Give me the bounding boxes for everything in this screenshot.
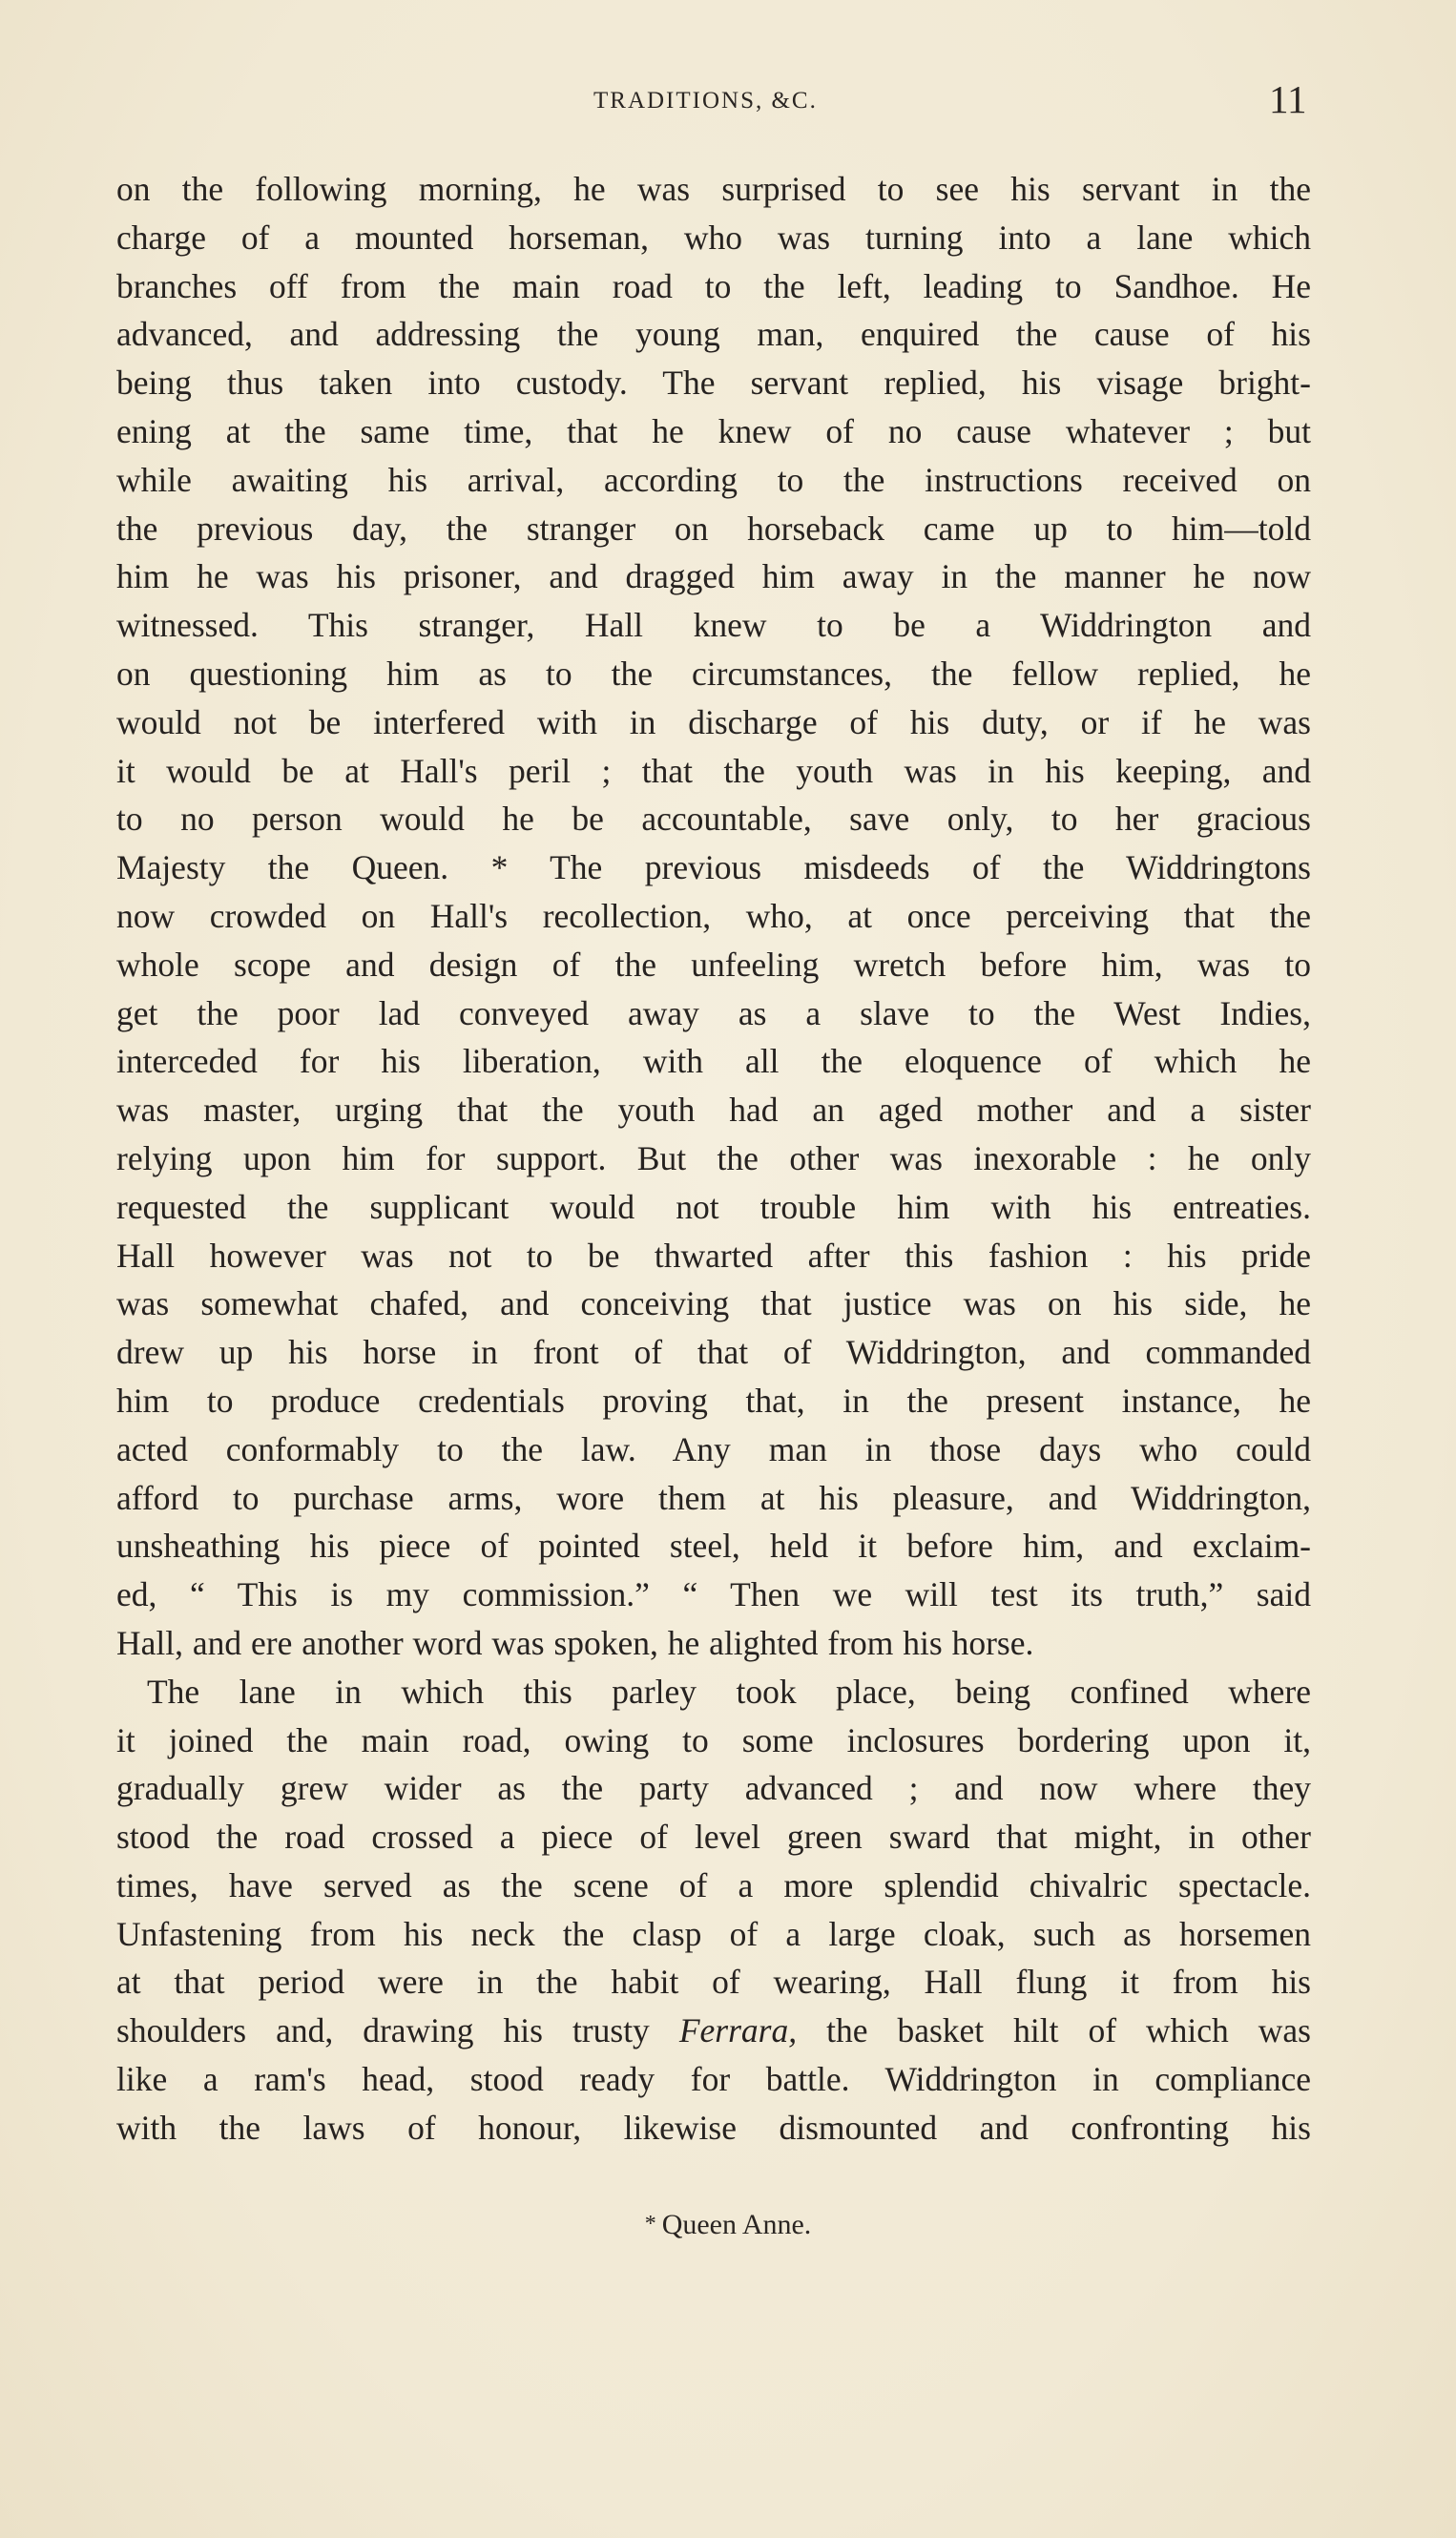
text-line: stood the road crossed a piece of level green sward that might, in other [116,1818,1311,1857]
text-line: Hall however was not to be thwarted after this fashion : his pride [116,1236,1311,1275]
text-line: branches off from the main road to the left, leading to Sandhoe. He [116,266,1311,305]
italic-word: Ferrara, [678,2011,798,2050]
text-line: it joined the main road, owing to some inclosures bordering upon it, [116,1720,1311,1759]
text-line: at that period were in the habit of wearing, Hall flung it from his [116,1963,1311,2002]
text-line: Hall, and ere another word was spoken, he alighted from his horse. [116,1623,1034,1662]
text-line: whole scope and design of the unfeeling wretch before him, was to [116,945,1311,984]
text-line: like a ram's head, stood ready for battle. Widdrington in compliance [116,2060,1311,2099]
text-line: gradually grew wider as the party advanced ; and now where they [116,1769,1311,1808]
text-line: advanced, and addressing the young man, enquired the cause of his [116,315,1311,354]
text-line: with the laws of honour, likewise dismounted and confronting his [116,2108,1311,2147]
text-line: Unfastening from his neck the clasp of a large cloak, such as horsemen [116,1914,1311,1953]
running-head [0,74,1456,132]
text-line: ening at the same time, that he knew of no cause whatever ; but [116,411,1311,450]
text-line: get the poor lad conveyed away as a slave to the West Indies, [116,993,1311,1032]
text-line: was somewhat chafed, and conceiving that justice was on his side, he [116,1284,1311,1323]
line-segment: the basket hilt of which was [826,2011,1312,2050]
text-line: on the following morning, he was surprised to see his servant in the [116,170,1311,208]
text-line: drew up his horse in front of that of Widdrington, and commanded [116,1333,1311,1372]
text-line: afford to purchase arms, wore them at his pleasure, and Widdrington, [116,1478,1311,1517]
text-line: acted conformably to the law. Any man in those days who could [116,1429,1311,1468]
paragraph-start-line: The lane in which this parley took place, being confined where [147,1672,1311,1711]
line-segment: shoulders and, drawing his trusty [116,2011,650,2050]
body-text [116,165,1311,2153]
footnote-text: Queen Anne. [661,2209,812,2240]
text-line: interceded for his liberation, with all the eloquence of which he [116,1042,1311,1081]
text-line: would not be interfered with in discharge of his duty, or if he was [116,702,1311,741]
text-line: times, have served as the scene of a more splendid chivalric spectacle. [116,1865,1311,1904]
running-title: TRADITIONS, &C. [593,88,818,114]
text-line: relying upon him for support. But the other was inexorable : he only [116,1138,1311,1177]
text-line: ed, “ This is my commission.” “ Then we will test its truth,” said [116,1575,1311,1614]
text-line: him to produce credentials proving that, in the present instance, he [116,1381,1311,1420]
page-number: 11 [1269,77,1307,121]
footnote-mark: * [644,2212,656,2236]
text-line: him he was his prisoner, and dragged him away in the manner he now [116,557,1311,596]
footnote [0,2209,1456,2241]
text-line: to no person would he be accountable, save only, to her gracious [116,800,1311,839]
text-line: witnessed. This stranger, Hall knew to be a Widdrington and [116,606,1311,645]
text-line: now crowded on Hall's recollection, who, at once perceiving that the [116,896,1311,935]
text-line-with-italic [116,2007,1311,2055]
text-line: was master, urging that the youth had an aged mother and a sister [116,1091,1311,1130]
text-line: being thus taken into custody. The servant replied, his visage bright- [116,364,1311,403]
text-line: requested the supplicant would not trouble him with his entreaties. [116,1187,1311,1226]
text-line: while awaiting his arrival, according to the instructions received on [116,460,1311,499]
text-line: it would be at Hall's peril ; that the youth was in his keeping, and [116,751,1311,790]
text-line: on questioning him as to the circumstances, the fellow replied, he [116,654,1311,693]
text-line: the previous day, the stranger on horseback came up to him—told [116,509,1311,548]
text-line: charge of a mounted horseman, who was turning into a lane which [116,218,1311,257]
text-line: Majesty the Queen. * The previous misdeeds of the Widdringtons [116,848,1311,887]
text-line: unsheathing his piece of pointed steel, held it before him, and exclaim- [116,1527,1311,1566]
